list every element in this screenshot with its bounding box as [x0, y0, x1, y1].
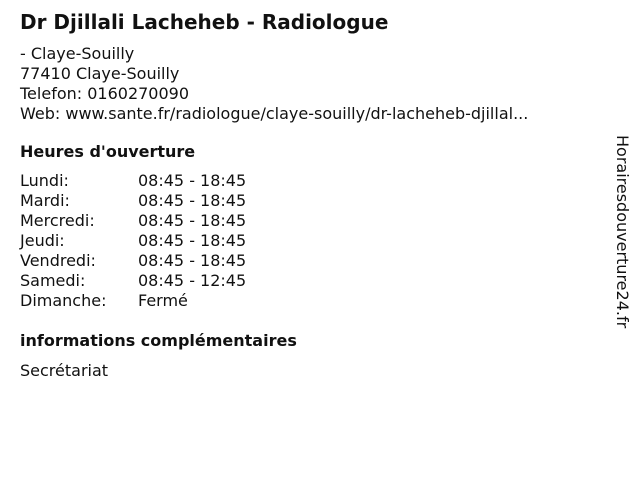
time-value: 08:45 - 18:45 [138, 251, 247, 270]
hours-table [20, 171, 600, 311]
practice-card [20, 8, 600, 381]
address-line-2: 77410 Claye-Souilly [20, 64, 180, 83]
day-label: Jeudi: [20, 231, 65, 250]
extra-info-heading: informations complémentaires [20, 331, 297, 350]
day-label: Vendredi: [20, 251, 96, 270]
practice-title: Dr Djillali Lacheheb - Radiologue [20, 10, 389, 34]
address-line-1: - Claye-Souilly [20, 44, 135, 63]
hours-row-mercredi [20, 211, 600, 231]
time-value: 08:45 - 18:45 [138, 171, 247, 190]
hours-row-samedi [20, 271, 600, 291]
day-label: Samedi: [20, 271, 86, 290]
day-label: Lundi: [20, 171, 69, 190]
hours-row-lundi [20, 171, 600, 191]
hours-heading: Heures d'ouverture [20, 142, 196, 161]
day-label: Mercredi: [20, 211, 95, 230]
website-line: Web: www.sante.fr/radiologue/claye-souilly/dr-lacheheb-djillal... [20, 104, 529, 123]
time-value: 08:45 - 12:45 [138, 271, 247, 290]
time-value: 08:45 - 18:45 [138, 191, 247, 210]
time-value: 08:45 - 18:45 [138, 211, 247, 230]
hours-row-vendredi [20, 251, 600, 271]
hours-row-dimanche [20, 291, 600, 311]
site-watermark: Horairesdouverture24.fr [613, 135, 632, 329]
hours-row-mardi [20, 191, 600, 211]
extra-info-text: Secrétariat [20, 361, 109, 380]
time-value: 08:45 - 18:45 [138, 231, 247, 250]
day-label: Dimanche: [20, 291, 107, 310]
day-label: Mardi: [20, 191, 70, 210]
time-value: Fermé [138, 291, 188, 310]
hours-row-jeudi [20, 231, 600, 251]
phone-line: Telefon: 0160270090 [20, 84, 190, 103]
